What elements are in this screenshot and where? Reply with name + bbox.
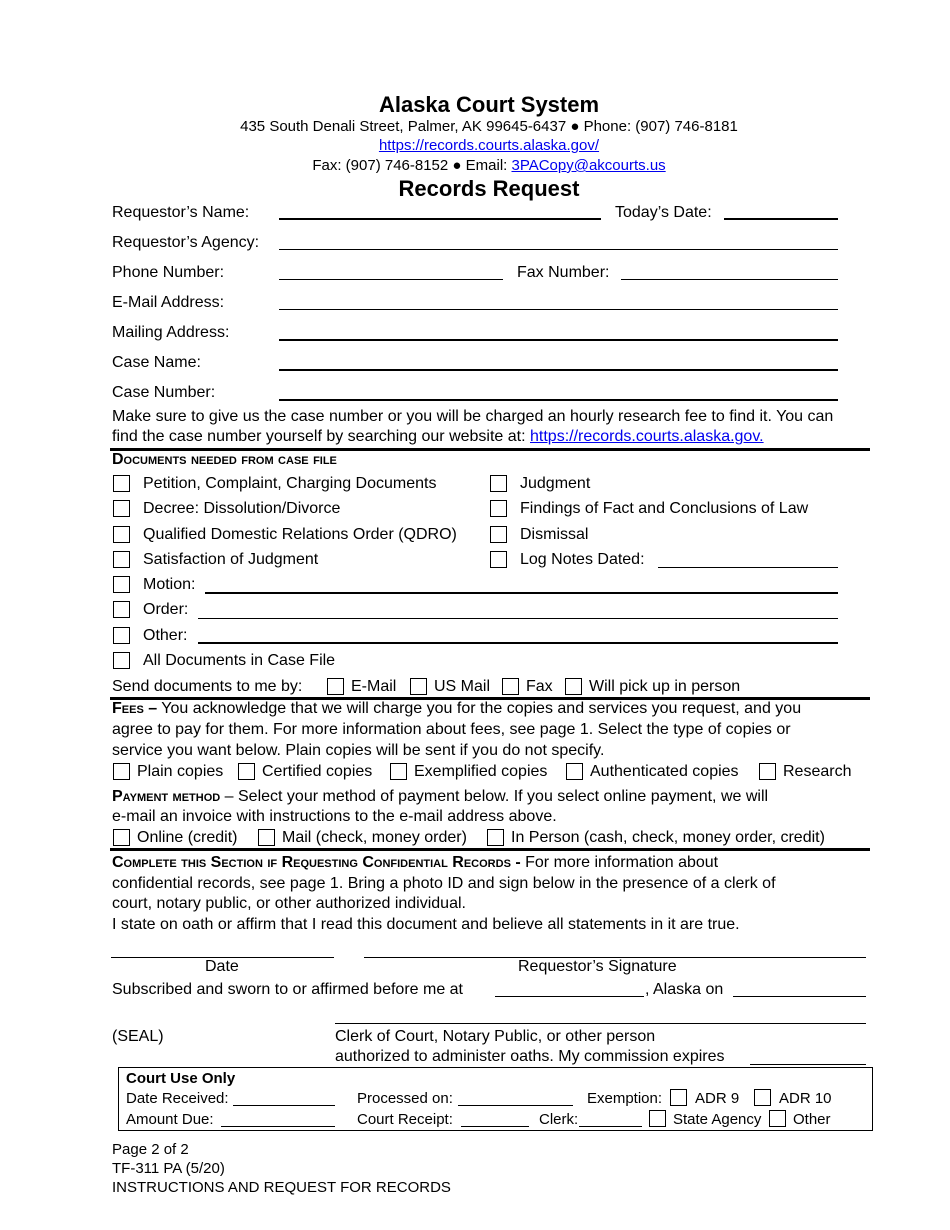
send-by-label: Send documents to me by: [112, 678, 303, 695]
plain-copies-label: Plain copies [137, 763, 224, 780]
doc-qdro-label: Qualified Domestic Relations Order (QDRO) [143, 526, 457, 543]
requestor-name-label: Requestor’s Name: [112, 204, 250, 221]
adr9-label: ADR 9 [695, 1090, 740, 1107]
certified-copies-label: Certified copies [262, 763, 373, 780]
notice-line-2: find the case number yourself by searching our website at: [112, 428, 530, 445]
doc-satisfaction-label: Satisfaction of Judgment [143, 551, 319, 568]
notice-link[interactable]: https://records.courts.alaska.gov. [530, 428, 764, 445]
court-receipt-field[interactable] [461, 1126, 529, 1127]
requestor-signature-label: Requestor’s Signature [518, 958, 677, 975]
payment-heading: Payment method [112, 788, 221, 805]
checkbox-adr10[interactable] [754, 1089, 771, 1106]
case-name-field[interactable] [279, 369, 838, 371]
org-title: Alaska Court System [378, 92, 600, 117]
in-person-label: In Person (cash, check, money order, credit) [511, 829, 825, 846]
email-link[interactable]: 3PACopy@akcourts.us [511, 157, 666, 174]
checkbox-mail[interactable] [258, 829, 275, 846]
other-field[interactable] [198, 642, 838, 644]
checkbox-send-usmail[interactable] [410, 678, 427, 695]
form-number: TF-311 PA (5/20) [112, 1160, 225, 1177]
confidential-line-1: For more information about [520, 854, 719, 871]
exemplified-copies-label: Exemplified copies [414, 763, 548, 780]
mailing-field[interactable] [279, 339, 838, 341]
doc-petition-label: Petition, Complaint, Charging Documents [143, 475, 437, 492]
case-name-label: Case Name: [112, 354, 201, 371]
amount-due-field[interactable] [221, 1126, 335, 1127]
doc-dismissal-label: Dismissal [520, 526, 589, 543]
fax-email-text: Fax: (907) 746-8152 ● Email: [312, 157, 512, 174]
all-documents-label: All Documents in Case File [143, 652, 336, 669]
agency-field[interactable] [279, 249, 838, 250]
checkbox-adr9[interactable] [670, 1089, 687, 1106]
sworn-date-field[interactable] [733, 996, 866, 997]
checkbox-qdro[interactable] [113, 526, 130, 543]
clerk-signature-field[interactable] [335, 1023, 866, 1024]
processed-on-label: Processed on: [357, 1090, 453, 1107]
clerk-label: Clerk: [539, 1111, 579, 1128]
order-label: Order: [143, 601, 189, 618]
motion-label: Motion: [143, 576, 196, 593]
page-number: Page 2 of 2 [112, 1141, 189, 1158]
checkbox-order[interactable] [113, 601, 130, 618]
checkbox-plain-copies[interactable] [113, 763, 130, 780]
other-label: Other: [143, 627, 188, 644]
checkbox-decree[interactable] [113, 500, 130, 517]
fees-line-3: service you want below. Plain copies will be sent if you do not specify. [112, 742, 605, 759]
agency-label: Requestor’s Agency: [112, 234, 260, 251]
payment-line-2: e-mail an invoice with instructions to the e-mail address above. [112, 808, 557, 825]
clerk-line-1: Clerk of Court, Notary Public, or other person [335, 1028, 656, 1045]
motion-field[interactable] [205, 592, 838, 594]
checkbox-research[interactable] [759, 763, 776, 780]
doc-findings-label: Findings of Fact and Conclusions of Law [520, 500, 809, 517]
requestor-name-field[interactable] [279, 218, 601, 220]
section-divider [110, 848, 870, 851]
confidential-line-3: court, notary public, or other authorized individual. [112, 895, 466, 912]
clerk-field[interactable] [579, 1126, 642, 1127]
exemption-label: Exemption: [587, 1090, 663, 1107]
fees-heading: Fees – [112, 700, 158, 717]
sworn-location-field[interactable] [495, 996, 644, 997]
seal-label: (SEAL) [112, 1028, 164, 1045]
doc-log-notes-label: Log Notes Dated: [520, 551, 645, 568]
checkbox-online[interactable] [113, 829, 130, 846]
send-fax-label: Fax [526, 678, 553, 695]
checkbox-in-person[interactable] [487, 829, 504, 846]
adr10-label: ADR 10 [779, 1090, 832, 1107]
checkbox-log-notes[interactable] [490, 551, 507, 568]
date-label: Date [205, 958, 239, 975]
other-court-label: Other [793, 1111, 831, 1128]
fees-line-2: agree to pay for them. For more information about fees, see page 1. Select the type of copies or [112, 721, 791, 738]
order-field[interactable] [198, 618, 838, 619]
checkbox-petition[interactable] [113, 475, 130, 492]
fax-field[interactable] [621, 279, 838, 280]
checkbox-send-pickup[interactable] [565, 678, 582, 695]
email-label: E-Mail Address: [112, 294, 225, 311]
checkbox-exemplified-copies[interactable] [390, 763, 407, 780]
checkbox-state-agency[interactable] [649, 1110, 666, 1127]
court-receipt-label: Court Receipt: [357, 1111, 453, 1128]
checkbox-judgment[interactable] [490, 475, 507, 492]
clerk-line-2: authorized to administer oaths. My commission expires [335, 1048, 725, 1065]
research-label: Research [783, 763, 852, 780]
mail-label: Mail (check, money order) [282, 829, 467, 846]
phone-label: Phone Number: [112, 264, 225, 281]
sworn-text-a: Subscribed and sworn to or affirmed before me at [112, 981, 463, 998]
checkbox-authenticated-copies[interactable] [566, 763, 583, 780]
records-url-link[interactable]: https://records.courts.alaska.gov/ [378, 137, 600, 154]
notice-line-1: Make sure to give us the case number or you will be charged an hourly research fee to find it. You can [112, 408, 834, 425]
online-label: Online (credit) [137, 829, 238, 846]
case-number-label: Case Number: [112, 384, 216, 401]
authenticated-copies-label: Authenticated copies [590, 763, 739, 780]
fees-line-1: You acknowledge that we will charge you for the copies and services you request, and you [157, 700, 802, 717]
fax-label: Fax Number: [517, 264, 610, 281]
send-usmail-label: US Mail [434, 678, 491, 695]
checkbox-send-email[interactable] [327, 678, 344, 695]
date-received-field[interactable] [233, 1105, 335, 1106]
confidential-line-2: confidential records, see page 1. Bring a photo ID and sign below in the presence of a clerk of [112, 875, 776, 892]
checkbox-motion[interactable] [113, 576, 130, 593]
court-use-title: Court Use Only [126, 1070, 236, 1087]
case-number-field[interactable] [279, 399, 838, 401]
amount-due-label: Amount Due: [126, 1111, 214, 1128]
send-email-label: E-Mail [351, 678, 397, 695]
commission-expires-field[interactable] [750, 1064, 866, 1065]
confidential-heading: Complete this Section if Requesting Confidential Records - [112, 854, 521, 871]
mailing-label: Mailing Address: [112, 324, 230, 341]
date-received-label: Date Received: [126, 1090, 229, 1107]
email-field[interactable] [279, 309, 838, 310]
phone-field[interactable] [279, 279, 503, 280]
checkbox-send-fax[interactable] [502, 678, 519, 695]
form-title: Records Request [398, 176, 580, 201]
checkbox-other-court[interactable] [769, 1110, 786, 1127]
doc-judgment-label: Judgment [520, 475, 591, 492]
oath-statement: I state on oath or affirm that I read this document and believe all statements in it are true. [112, 916, 740, 933]
documents-heading: Documents needed from case file [112, 451, 337, 468]
payment-line-1: – Select your method of payment below. If you select online payment, we will [220, 788, 769, 805]
todays-date-field[interactable] [724, 218, 838, 220]
checkbox-findings[interactable] [490, 500, 507, 517]
processed-on-field[interactable] [458, 1105, 573, 1106]
doc-decree-label: Decree: Dissolution/Divorce [143, 500, 341, 517]
sworn-text-b: , Alaska on [645, 981, 724, 998]
todays-date-label: Today’s Date: [615, 204, 712, 221]
state-agency-label: State Agency [673, 1111, 762, 1128]
log-notes-date-field[interactable] [658, 567, 838, 568]
checkbox-satisfaction[interactable] [113, 551, 130, 568]
send-pickup-label: Will pick up in person [589, 678, 741, 695]
footer-title: INSTRUCTIONS AND REQUEST FOR RECORDS [112, 1179, 451, 1196]
address-phone: 435 South Denali Street, Palmer, AK 99645-6437 ● Phone: (907) 746-8181 [240, 118, 738, 135]
checkbox-all-documents[interactable] [113, 652, 130, 669]
checkbox-other[interactable] [113, 627, 130, 644]
checkbox-dismissal[interactable] [490, 526, 507, 543]
checkbox-certified-copies[interactable] [238, 763, 255, 780]
